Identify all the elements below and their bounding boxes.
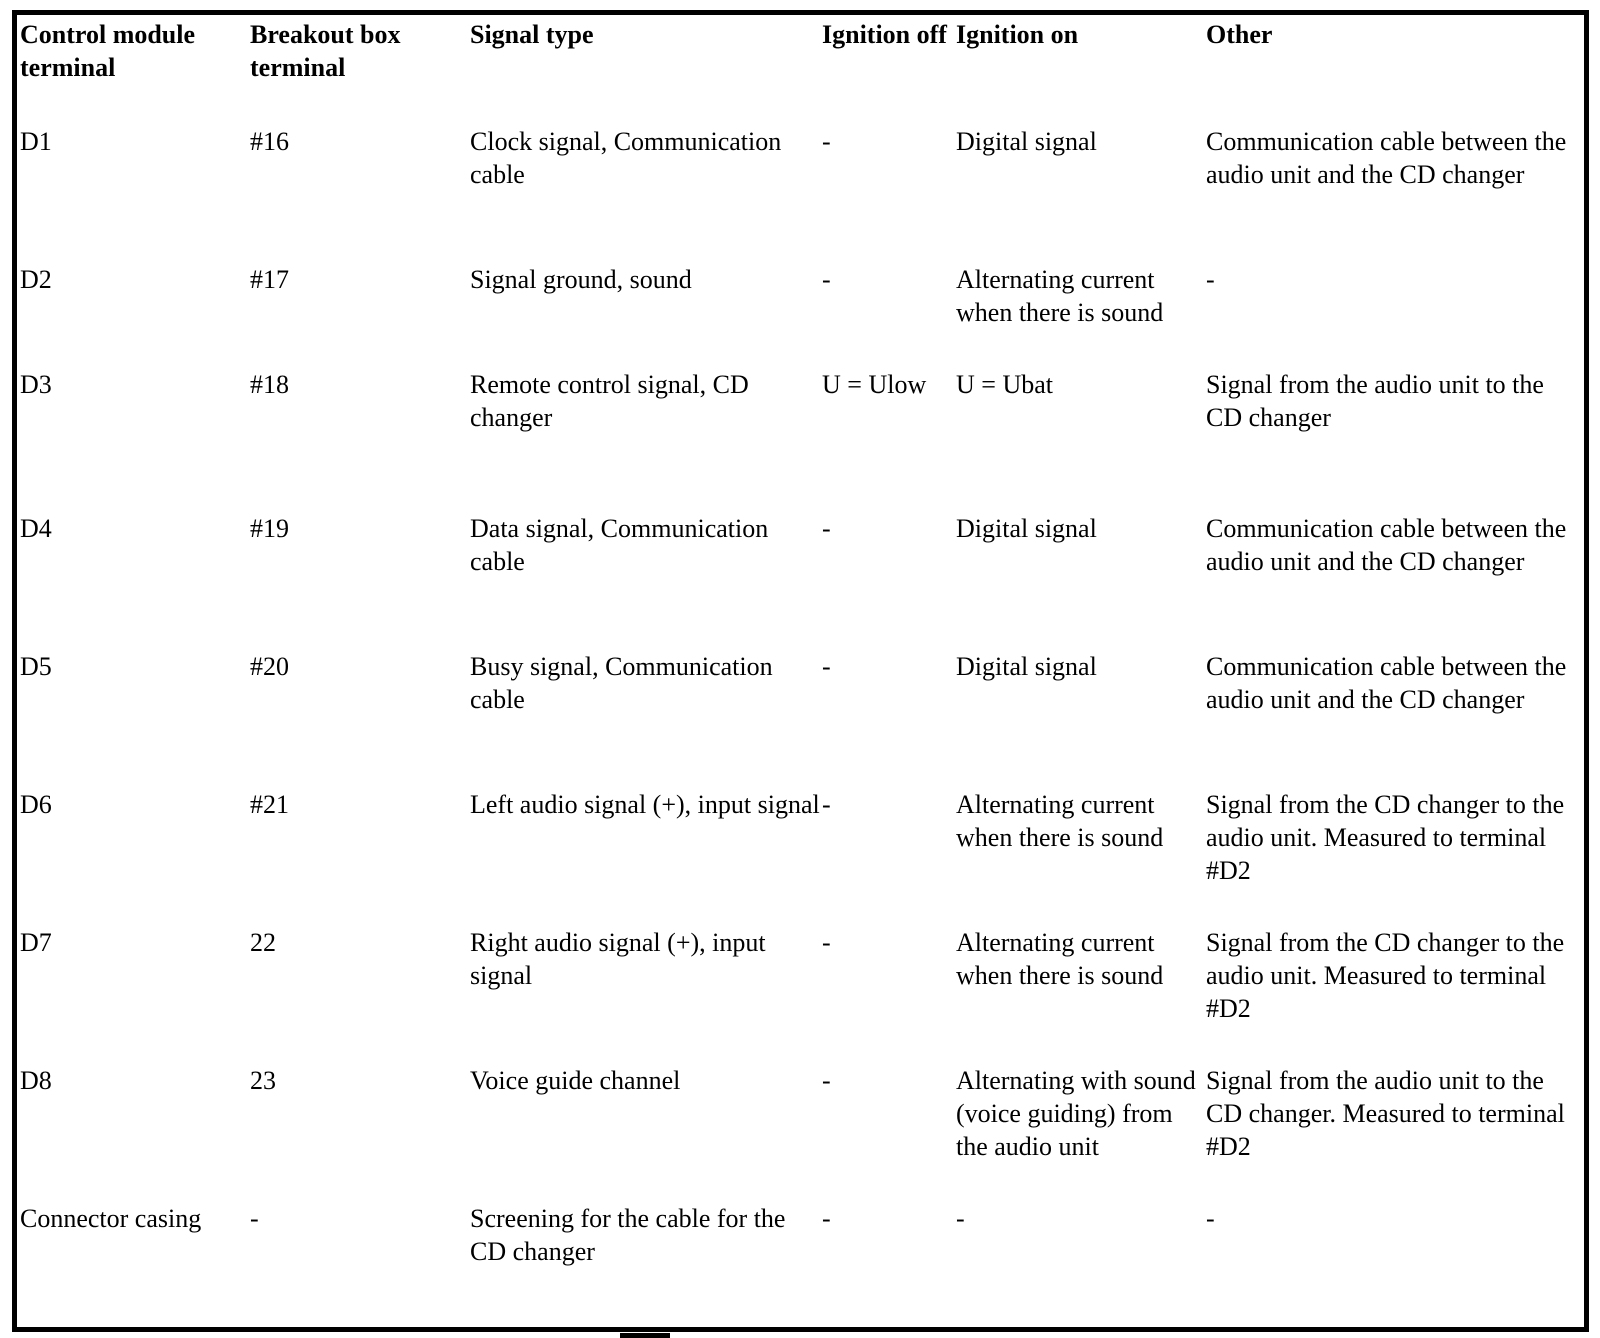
cell-ignition-on: U = Ubat xyxy=(956,370,1053,399)
cell-signal-type: Signal ground, sound xyxy=(470,265,692,294)
cell-other: - xyxy=(1206,1204,1215,1233)
cell-ignition-off: - xyxy=(822,1066,831,1095)
cell-signal-type: Screening for the cable for the CD changer xyxy=(470,1204,786,1266)
cell-other: Communication cable between the audio unit and the CD changer xyxy=(1206,652,1567,714)
header-row xyxy=(20,15,1576,120)
cell-terminal: D3 xyxy=(20,370,52,399)
cell-other: Signal from the CD changer to the audio unit. Measured to terminal #D2 xyxy=(1206,928,1565,1023)
cell-signal-type: Clock signal, Communication cable xyxy=(470,127,782,189)
cell-breakout: #17 xyxy=(250,265,289,294)
header-signal-type: Signal type xyxy=(470,20,594,49)
table-row xyxy=(20,783,1576,921)
cell-terminal: Connector casing xyxy=(20,1204,202,1233)
cell-terminal: D5 xyxy=(20,652,52,681)
cell-breakout: #21 xyxy=(250,790,289,819)
cell-signal-type: Right audio signal (+), input signal xyxy=(470,928,766,990)
cell-ignition-off: - xyxy=(822,928,831,957)
header-breakout-box-terminal: Breakout box terminal xyxy=(250,20,401,82)
header-ignition-off: Ignition off xyxy=(822,20,947,49)
cell-breakout: #20 xyxy=(250,652,289,681)
cell-ignition-on: Alternating with sound (voice guiding) from the audio unit xyxy=(956,1066,1196,1161)
cell-other: - xyxy=(1206,265,1215,294)
table-row xyxy=(20,507,1576,645)
table-row xyxy=(20,645,1576,783)
cell-signal-type: Remote control signal, CD changer xyxy=(470,370,749,432)
cell-other: Signal from the audio unit to the CD changer xyxy=(1206,370,1544,432)
cell-ignition-off: U = Ulow xyxy=(822,370,927,399)
cell-ignition-off: - xyxy=(822,514,831,543)
cell-terminal: D1 xyxy=(20,127,52,156)
table-row xyxy=(20,1059,1576,1197)
cell-breakout: #18 xyxy=(250,370,289,399)
cell-ignition-on: Digital signal xyxy=(956,127,1097,156)
cell-other: Communication cable between the audio unit and the CD changer xyxy=(1206,514,1567,576)
cell-ignition-on: Alternating current when there is sound xyxy=(956,265,1164,327)
cell-ignition-off: - xyxy=(822,652,831,681)
table-row xyxy=(20,921,1576,1059)
table-frame xyxy=(12,10,1589,1332)
header-ignition-on: Ignition on xyxy=(956,20,1079,49)
cell-breakout: - xyxy=(250,1204,259,1233)
table-row xyxy=(20,258,1576,363)
cell-terminal: D6 xyxy=(20,790,52,819)
cell-terminal: D7 xyxy=(20,928,52,957)
cell-ignition-on: Digital signal xyxy=(956,514,1097,543)
header-control-module-terminal: Control module terminal xyxy=(20,20,196,82)
table-row xyxy=(20,1197,1576,1297)
table-row xyxy=(20,120,1576,258)
cell-terminal: D4 xyxy=(20,514,52,543)
cell-breakout: 22 xyxy=(250,928,276,957)
cell-terminal: D8 xyxy=(20,1066,52,1095)
cell-ignition-off: - xyxy=(822,1204,831,1233)
cell-signal-type: Busy signal, Communication cable xyxy=(470,652,773,714)
cell-ignition-off: - xyxy=(822,265,831,294)
cell-ignition-on: Alternating current when there is sound xyxy=(956,928,1164,990)
header-other: Other xyxy=(1206,20,1273,49)
page-edge-mark xyxy=(620,1333,670,1338)
cell-breakout: #16 xyxy=(250,127,289,156)
table-row xyxy=(20,363,1576,507)
cell-ignition-off: - xyxy=(822,790,831,819)
cell-other: Communication cable between the audio unit and the CD changer xyxy=(1206,127,1567,189)
cell-ignition-on: Digital signal xyxy=(956,652,1097,681)
cell-ignition-on: - xyxy=(956,1204,965,1233)
cell-signal-type: Data signal, Communication cable xyxy=(470,514,769,576)
cell-breakout: #19 xyxy=(250,514,289,543)
cell-other: Signal from the audio unit to the CD changer. Measured to terminal #D2 xyxy=(1206,1066,1565,1161)
cell-terminal: D2 xyxy=(20,265,52,294)
cell-ignition-off: - xyxy=(822,127,831,156)
cell-signal-type: Left audio signal (+), input signal xyxy=(470,790,820,819)
terminal-table xyxy=(20,15,1576,1297)
cell-ignition-on: Alternating current when there is sound xyxy=(956,790,1164,852)
cell-breakout: 23 xyxy=(250,1066,276,1095)
cell-other: Signal from the CD changer to the audio unit. Measured to terminal #D2 xyxy=(1206,790,1565,885)
cell-signal-type: Voice guide channel xyxy=(470,1066,681,1095)
